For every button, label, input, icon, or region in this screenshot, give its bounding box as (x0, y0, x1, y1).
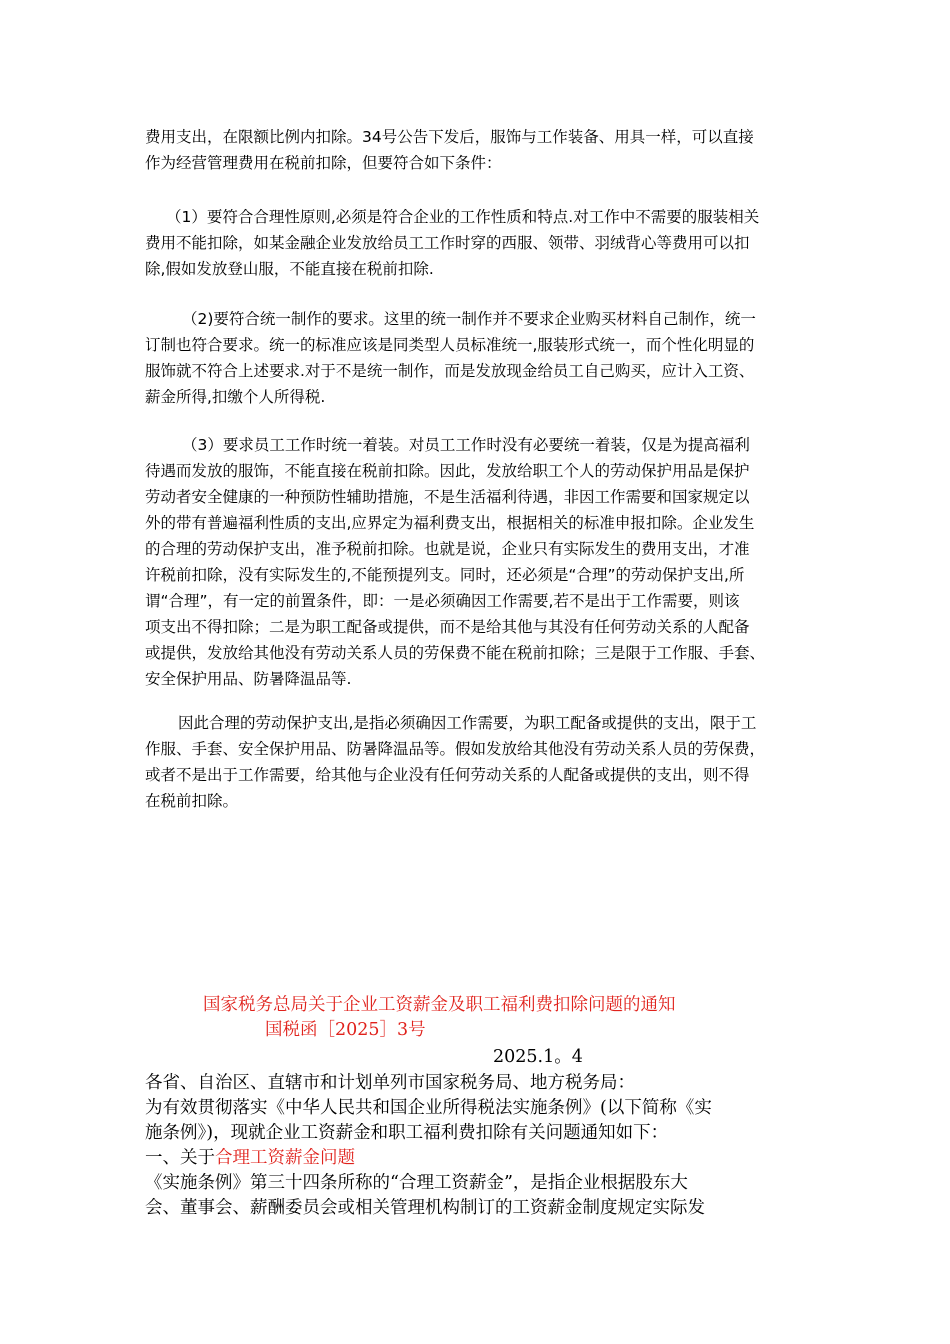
text-line: 作服、手套、安全保护用品、防暑降温品等。假如发放给其他没有劳动关系人员的劳保费， (145, 740, 766, 758)
paragraph-condition-2 (182, 306, 847, 332)
text-line: 因此合理的劳动保护支出,是指必须确因工作需要，为职工配备或提供的支出，限于工 (178, 714, 757, 732)
text-line: 谓“合理”，有一定的前置条件，即：一是必须确因工作需要,若不是出于工作需要，则该 (145, 592, 740, 610)
paragraph-condition-3-cont (145, 458, 810, 692)
text-line: 费用支出，在限额比例内扣除。34号公告下发后，服饰与工作装备、用具一样，可以直接 (145, 128, 754, 146)
paragraph-condition-2-cont (145, 332, 810, 410)
text-line: 或提供，发放给其他没有劳动关系人员的劳保费不能在税前扣除；三是限于工作服、手套、 (145, 644, 766, 662)
text-line: 或者不是出于工作需要，给其他与企业没有任何劳动关系的人配备或提供的支出，则不得 (145, 766, 750, 784)
text-line: 许税前扣除，没有实际发生的,不能预提列支。同时，还必须是“合理”的劳动保护支出,所 (145, 566, 745, 584)
text-line: 为有效贯彻落实《中华人民共和国企业所得税法实施条例》(以下简称《实 (145, 1098, 712, 1118)
notice-title: 国家税务总局关于企业工资薪金及职工福利费扣除问题的通知 (203, 995, 676, 1015)
text-line: 劳动者安全健康的一种预防性辅助措施，不是生活福利待遇，非因工作需要和国家规定以 (145, 488, 750, 506)
notice-date: 2025.1。4 (493, 1047, 583, 1067)
text-line: 薪金所得,扣缴个人所得税. (145, 388, 326, 406)
text-line: 外的带有普遍福利性质的支出,应界定为福利费支出，根据相关的标准申报扣除。企业发生 (145, 514, 755, 532)
text-line: 待遇而发放的服饰，不能直接在税前扣除。因此，发放给职工个人的劳动保护用品是保护 (145, 462, 750, 480)
text-line: 安全保护用品、防暑降温品等. (145, 670, 352, 688)
text-line: 费用不能扣除，如某金融企业发放给员工工作时穿的西服、领带、羽绒背心等费用可以扣 (145, 234, 750, 252)
paragraph-condition-1 (166, 204, 831, 230)
section-heading (145, 1146, 810, 1171)
text-line: 项支出不得扣除；二是为职工配备或提供，而不是给其他与其没有任何劳动关系的人配备 (145, 618, 750, 636)
text-line: （3）要求员工工作时统一着装。对员工工作时没有必要统一着装，仅是为提高福利 (182, 436, 750, 454)
paragraph-condition-3 (182, 432, 847, 458)
paragraph-condition-1-cont (145, 230, 810, 282)
paragraph-intro (145, 124, 810, 176)
text-line: 除,假如发放登山服，不能直接在税前扣除. (145, 260, 434, 278)
text-line: （2)要符合统一制作的要求。这里的统一制作并不要求企业购买材料自己制作，统一 (182, 310, 756, 328)
notice-body (145, 1071, 810, 1221)
text-line: 订制也符合要求。统一的标准应该是同类型人员标准统一,服装形式统一，而个性化明显的 (145, 336, 755, 354)
paragraph-conclusion (178, 710, 843, 736)
section-topic: 合理工资薪金问题 (215, 1148, 355, 1168)
text-line: 施条例》)，现就企业工资薪金和职工福利费扣除有关问题通知如下： (145, 1123, 669, 1143)
notice-doc-number: 国税函［2025］3号 (265, 1020, 426, 1040)
text-line: 服饰就不符合上述要求.对于不是统一制作，而是发放现金给员工自己购买，应计入工资、 (145, 362, 755, 380)
text-line: 作为经营管理费用在税前扣除，但要符合如下条件： (145, 154, 502, 172)
text-line: 会、董事会、薪酬委员会或相关管理机构制订的工资薪金制度规定实际发 (145, 1198, 705, 1218)
text-line: （1）要符合合理性原则,必须是符合企业的工作性质和特点.对工作中不需要的服装相关 (166, 208, 760, 226)
section-prefix: 一、关于 (145, 1148, 215, 1168)
text-line: 在税前扣除。 (145, 792, 239, 810)
paragraph-conclusion-cont (145, 736, 810, 814)
notice-addressee: 各省、自治区、直辖市和计划单列市国家税务局、地方税务局： (145, 1073, 635, 1093)
text-line: 《实施条例》第三十四条所称的“合理工资薪金”，是指企业根据股东大 (145, 1173, 688, 1193)
text-line: 的合理的劳动保护支出，准予税前扣除。也就是说，企业只有实际发生的费用支出，才准 (145, 540, 750, 558)
